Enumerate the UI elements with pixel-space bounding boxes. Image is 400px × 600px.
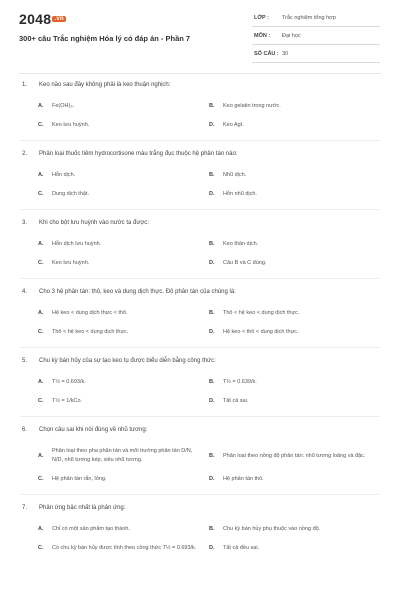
- option-a[interactable]: [38, 525, 209, 534]
- option-row: [22, 190, 380, 199]
- question-text: Cho 3 hệ phân tán: thô, keo và dung dịch thực. Độ phân tán của chúng là:: [39, 289, 236, 295]
- option-text: Keo gelatin trong nước.: [223, 103, 281, 109]
- option-a[interactable]: [38, 240, 209, 249]
- option-text: Phân loại theo nồng độ phân tán: nhũ tương loãng và đặc.: [223, 452, 366, 459]
- header-divider: [19, 73, 381, 74]
- logo-text: 2048: [19, 11, 52, 27]
- option-text: T½ = 1/kCo.: [52, 398, 83, 404]
- option-text: Keo thân dịch.: [223, 241, 259, 247]
- option-letter: D.: [209, 545, 215, 551]
- option-text: Hỗn nhũ dịch.: [223, 191, 257, 197]
- option-row: [22, 328, 380, 337]
- question-item: [0, 423, 400, 484]
- question-header: [22, 501, 380, 515]
- option-letter: B.: [209, 379, 215, 385]
- option-d[interactable]: [209, 121, 380, 130]
- option-row: [22, 378, 380, 387]
- question-number: 5.: [22, 358, 28, 364]
- option-row: [22, 240, 380, 249]
- question-number: 2.: [22, 151, 28, 157]
- option-letter: C.: [38, 476, 44, 482]
- question-text: Chọn câu sai khi nói đúng về nhũ tương:: [39, 427, 148, 433]
- question-divider: [20, 416, 380, 417]
- question-header: [22, 423, 380, 437]
- question-item: [0, 501, 400, 553]
- question-divider: [20, 347, 380, 348]
- page-header: [0, 0, 400, 66]
- option-text: Có chu kỳ bán hủy được tính theo công thức T½ = 0.693/k.: [52, 545, 197, 551]
- option-letter: B.: [209, 310, 215, 316]
- option-text: T½ = 0.639/k.: [223, 379, 257, 385]
- option-text: Hệ phân tán thô.: [223, 476, 264, 482]
- meta-label: SỐ CÂU :: [254, 51, 279, 57]
- option-text: Hỗn dịch.: [52, 172, 76, 178]
- page-title: 300+ câu Trắc nghiệm Hóa lý có đáp án - Phần 7: [19, 34, 191, 43]
- meta-row-subject: [252, 29, 380, 45]
- option-row: [22, 259, 380, 268]
- option-row: [22, 544, 380, 553]
- option-c[interactable]: [38, 259, 209, 268]
- option-a[interactable]: [38, 447, 209, 465]
- option-text: Phân loại theo pha phân tán và môi trường phân tán D/N, N/D, nhũ tương kép, siêu nhũ tương.: [52, 448, 193, 463]
- option-text: Keo AgI.: [223, 122, 244, 128]
- option-c[interactable]: [38, 475, 209, 484]
- option-letter: C.: [38, 260, 44, 266]
- option-text: Chu kỳ bán hủy phụ thuộc vào nồng độ.: [223, 526, 321, 532]
- option-letter: C.: [38, 329, 44, 335]
- option-c[interactable]: [38, 544, 209, 553]
- option-row: [22, 475, 380, 484]
- option-c[interactable]: [38, 328, 209, 337]
- option-letter: B.: [209, 172, 215, 178]
- option-text: Tất cả sai.: [223, 398, 249, 404]
- option-text: Câu B và C đúng.: [223, 260, 267, 266]
- option-letter: A.: [38, 379, 44, 385]
- meta-label: LỚP :: [254, 15, 269, 21]
- meta-value: Trắc nghiệm tổng hợp: [282, 15, 336, 21]
- question-text: Phản ứng bậc nhất là phản ứng:: [39, 505, 126, 511]
- option-text: Tất cả đều sai.: [223, 545, 260, 551]
- option-letter: D.: [209, 329, 215, 335]
- meta-box: [252, 11, 380, 65]
- meta-row-count: [252, 47, 380, 63]
- option-row: [22, 447, 380, 465]
- option-c[interactable]: [38, 190, 209, 199]
- option-row: [22, 525, 380, 534]
- option-letter: D.: [209, 122, 215, 128]
- meta-value: 30: [282, 51, 289, 57]
- question-text: Chu kỳ bán hủy của sự tạo keo tụ được biểu diễn bằng công thức:: [39, 358, 216, 364]
- option-letter: B.: [209, 241, 215, 247]
- question-header: [22, 147, 380, 161]
- option-text: Hệ keo < thô < dung dịch thực.: [223, 329, 299, 335]
- option-d[interactable]: [209, 328, 380, 337]
- question-text: Phân loại thuốc tiêm hydrocortisone màu trắng đục thuộc hệ phân tán nào:: [39, 151, 238, 157]
- option-text: Hệ keo < dung dịch thực < thô.: [52, 310, 128, 316]
- option-c[interactable]: [38, 121, 209, 130]
- question-header: [22, 285, 380, 299]
- question-number: 4.: [22, 289, 28, 295]
- option-letter: C.: [38, 122, 44, 128]
- option-letter: D.: [209, 398, 215, 404]
- option-text: Hệ phân tán rắn, lỏng.: [52, 476, 107, 482]
- question-divider: [20, 494, 380, 495]
- option-letter: A.: [38, 310, 44, 316]
- option-a[interactable]: [38, 171, 209, 180]
- option-letter: B.: [209, 103, 215, 109]
- option-d[interactable]: [209, 544, 380, 553]
- question-header: [22, 78, 380, 92]
- option-letter: D.: [209, 191, 215, 197]
- question-header: [22, 354, 380, 368]
- option-d[interactable]: [209, 190, 380, 199]
- option-letter: D.: [209, 476, 215, 482]
- question-text: Keo nào sau đây không phải là keo thuận nghịch:: [39, 82, 171, 88]
- option-letter: C.: [38, 191, 44, 197]
- question-number: 1.: [22, 82, 28, 88]
- option-d[interactable]: [209, 397, 380, 406]
- option-b[interactable]: [209, 102, 380, 111]
- meta-value: Đại học: [282, 33, 301, 39]
- option-b[interactable]: [209, 378, 380, 387]
- site-logo[interactable]: [19, 11, 66, 27]
- question-item: [0, 78, 400, 130]
- option-letter: A.: [38, 103, 44, 109]
- option-text: Fe(OH)₃.: [52, 103, 75, 109]
- question-number: 3.: [22, 220, 28, 226]
- question-number: 7.: [22, 505, 28, 511]
- option-b[interactable]: [209, 240, 380, 249]
- option-row: [22, 121, 380, 130]
- option-letter: C.: [38, 545, 44, 551]
- option-text: Hỗn dịch lưu huỳnh.: [52, 241, 102, 247]
- option-b[interactable]: [209, 309, 380, 318]
- option-b[interactable]: [209, 525, 380, 534]
- option-row: [22, 171, 380, 180]
- option-letter: B.: [209, 526, 215, 532]
- option-a[interactable]: [38, 378, 209, 387]
- option-text: Nhũ dịch.: [223, 172, 247, 178]
- option-text: T½ = 0.693/k.: [52, 379, 86, 385]
- option-text: Chỉ có một sản phẩm tạo thành.: [52, 526, 130, 532]
- option-text: Thô < hệ keo < dung dịch thực.: [223, 310, 300, 316]
- question-header: [22, 216, 380, 230]
- meta-label: MÔN :: [254, 33, 271, 39]
- option-letter: A.: [38, 241, 44, 247]
- option-row: [22, 102, 380, 111]
- logo-badge: .vn: [54, 16, 64, 22]
- question-divider: [20, 140, 380, 141]
- option-letter: A.: [38, 526, 44, 532]
- option-c[interactable]: [38, 397, 209, 406]
- option-a[interactable]: [38, 309, 209, 318]
- question-item: [0, 147, 400, 199]
- question-text: Khi cho bột lưu huỳnh vào nước ta được:: [39, 220, 149, 226]
- question-list: [0, 78, 400, 553]
- option-letter: A.: [38, 452, 44, 459]
- option-b[interactable]: [209, 447, 380, 465]
- option-text: Dung dịch thật.: [52, 191, 89, 197]
- question-divider: [20, 209, 380, 210]
- option-row: [22, 397, 380, 406]
- option-letter: C.: [38, 398, 44, 404]
- option-text: Keo lưu huỳnh.: [52, 122, 90, 128]
- question-item: [0, 216, 400, 268]
- option-letter: B.: [209, 452, 215, 459]
- meta-row-class: [252, 11, 380, 27]
- question-number: 6.: [22, 427, 28, 433]
- question-divider: [20, 278, 380, 279]
- option-letter: A.: [38, 172, 44, 178]
- option-row: [22, 309, 380, 318]
- option-letter: D.: [209, 260, 215, 266]
- question-item: [0, 354, 400, 406]
- option-a[interactable]: [38, 102, 209, 111]
- option-text: Thô < hệ keo < dung dịch thực.: [52, 329, 129, 335]
- option-d[interactable]: [209, 475, 380, 484]
- question-item: [0, 285, 400, 337]
- option-b[interactable]: [209, 171, 380, 180]
- option-text: Keo lưu huỳnh.: [52, 260, 90, 266]
- option-d[interactable]: [209, 259, 380, 268]
